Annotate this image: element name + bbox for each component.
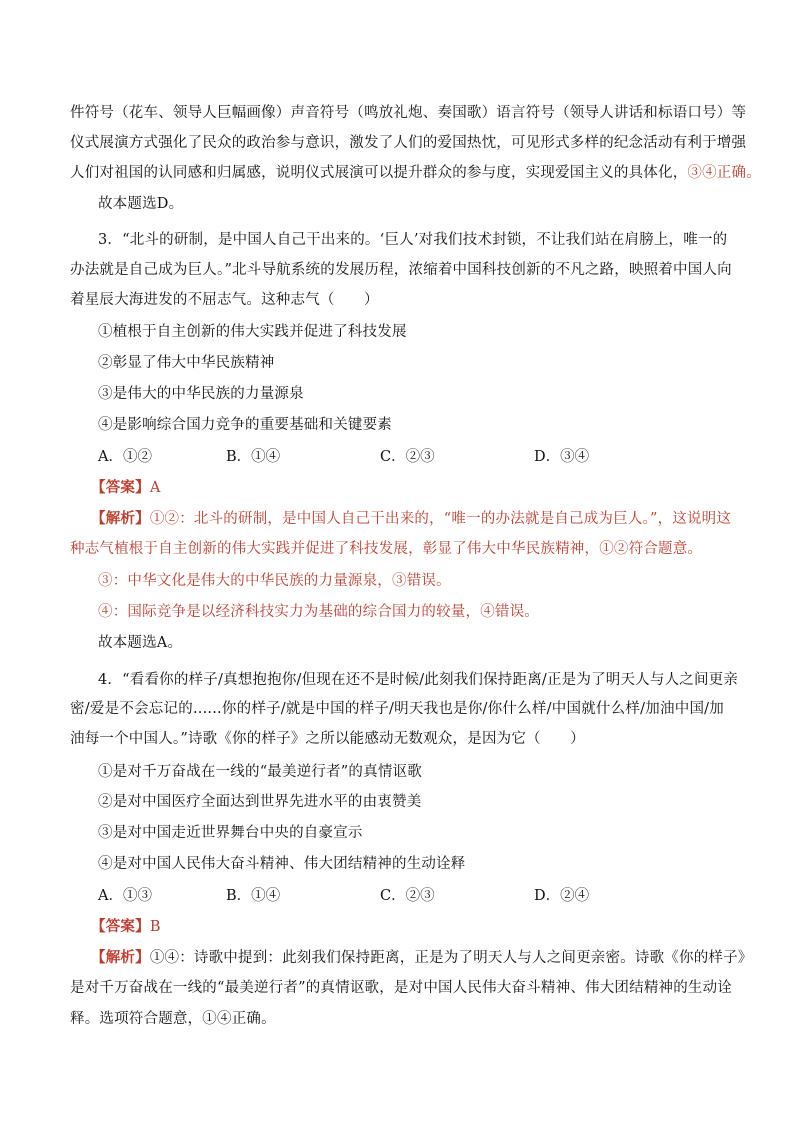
question-4-analysis-line — [91, 948, 753, 968]
question-3-answer — [91, 478, 160, 498]
question-4-stem-line: 密/爱是不会忘记的......你的样子/就是中国的样子/明天我也是你/你什么样/中国就什么样/加油中国/加 — [70, 701, 724, 717]
question-4-choice-a: A．①③ — [98, 888, 152, 904]
answer-value: B — [149, 919, 161, 935]
question-4-analysis-line: 是对千万奋战在一线的“最美逆行者”的真情讴歌，是对中国人民伟大奋斗精神、伟大团结精神的生动诠 — [70, 980, 733, 996]
analysis-text: ①④：诗歌中提到：此刻我们保持距离，正是为了明天人与人之间更亲密。诗歌《你的样子》 — [149, 950, 753, 966]
question-3-item: ①植根于自主创新的伟大实践并促进了科技发展 — [98, 324, 407, 340]
conclusion-text: 故本题选A。 — [98, 635, 183, 651]
question-4-analysis-line: 释。选项符合题意，①④正确。 — [70, 1011, 276, 1027]
question-4-choice-d: D．②④ — [534, 888, 590, 904]
paragraph-line: 仪式展演方式强化了民众的政治参与意识，激发了人们的爱国热忱，可见形式多样的纪念活动有利于增强 — [70, 135, 747, 151]
question-4-item: ②是对中国医疗全面达到世界先进水平的由衷赞美 — [98, 794, 422, 810]
question-3-item: ④是影响综合国力竞争的重要基础和关键要素 — [98, 417, 392, 433]
analysis-tag: 【解析】 — [91, 949, 150, 966]
answer-tag: 【答案】 — [91, 918, 150, 935]
question-3-item: ②彰显了伟大中华民族精神 — [98, 355, 275, 371]
question-3-choice-a: A．①② — [98, 449, 152, 465]
question-3-analysis-line: ③：中华文化是伟大的中华民族的力量源泉，③错误。 — [98, 573, 451, 589]
question-3-stem-line: 办法就是自己成为巨人。”北斗导航系统的发展历程，浓缩着中国科技创新的不凡之路，映照着中国人向 — [70, 262, 732, 278]
analysis-text: ①②：北斗的研制，是中国人自己干出来的，“唯一的办法就是自己成为巨人。”，这说明这 — [149, 511, 732, 527]
paragraph-line — [70, 163, 761, 183]
question-3-analysis-line: 种志气植根于自主创新的伟大实践并促进了科技发展，彰显了伟大中华民族精神，①②符合题意。 — [70, 541, 703, 557]
question-3-stem-line: 着星辰大海进发的不屈志气。这种志气（ ） — [70, 292, 379, 308]
analysis-tag: 【解析】 — [91, 510, 150, 527]
answer-tag: 【答案】 — [91, 479, 150, 496]
question-3-choice-b: B．①④ — [226, 449, 281, 465]
question-4-item: ③是对中国走近世界舞台中央的自豪宣示 — [98, 825, 363, 841]
question-4-stem-line: 4．“看看你的样子/真想抱抱你/但现在还不是时候/此刻我们保持距离/正是为了明天人与人之间更亲 — [98, 672, 739, 688]
answer-value: A — [149, 480, 161, 496]
question-3-choice-d: D．③④ — [534, 449, 590, 465]
question-3-item: ③是伟大的中华民族的力量源泉 — [98, 386, 304, 402]
question-4-item: ①是对千万奋战在一线的“最美逆行者”的真情讴歌 — [98, 764, 422, 780]
analysis-text: 人们对祖国的认同感和归属感，说明仪式展演可以提升群众的参与度，实现爱国主义的具体化， — [70, 165, 688, 181]
conclusion-text: 故本题选D。 — [98, 196, 184, 212]
question-4-stem-line: 油每一个中国人。”诗歌《你的样子》之所以能感动无数观众，是因为它（ ） — [70, 731, 585, 747]
question-3-stem-line: 3．“北斗的研制，是中国人自己干出来的。‘巨人’对我们技术封锁，不让我们站在肩膀上，唯一的 — [98, 232, 728, 248]
question-3-analysis-line: ④：国际竞争是以经济科技实力为基础的综合国力的较量，④错误。 — [98, 604, 539, 620]
paragraph-line: 件符号（花车、领导人巨幅画像）声音符号（鸣放礼炮、奏国歌）语言符号（领导人讲话和标语口号）等 — [70, 105, 747, 121]
question-3-analysis-line — [91, 509, 732, 529]
analysis-highlight: ③④正确。 — [687, 165, 761, 181]
question-4-answer — [91, 917, 161, 937]
question-4-choice-c: C．②③ — [380, 888, 435, 904]
question-3-choice-c: C．②③ — [380, 449, 435, 465]
question-4-item: ④是对中国人民伟大奋斗精神、伟大团结精神的生动诠释 — [98, 856, 466, 872]
question-4-choice-b: B．①④ — [226, 888, 281, 904]
